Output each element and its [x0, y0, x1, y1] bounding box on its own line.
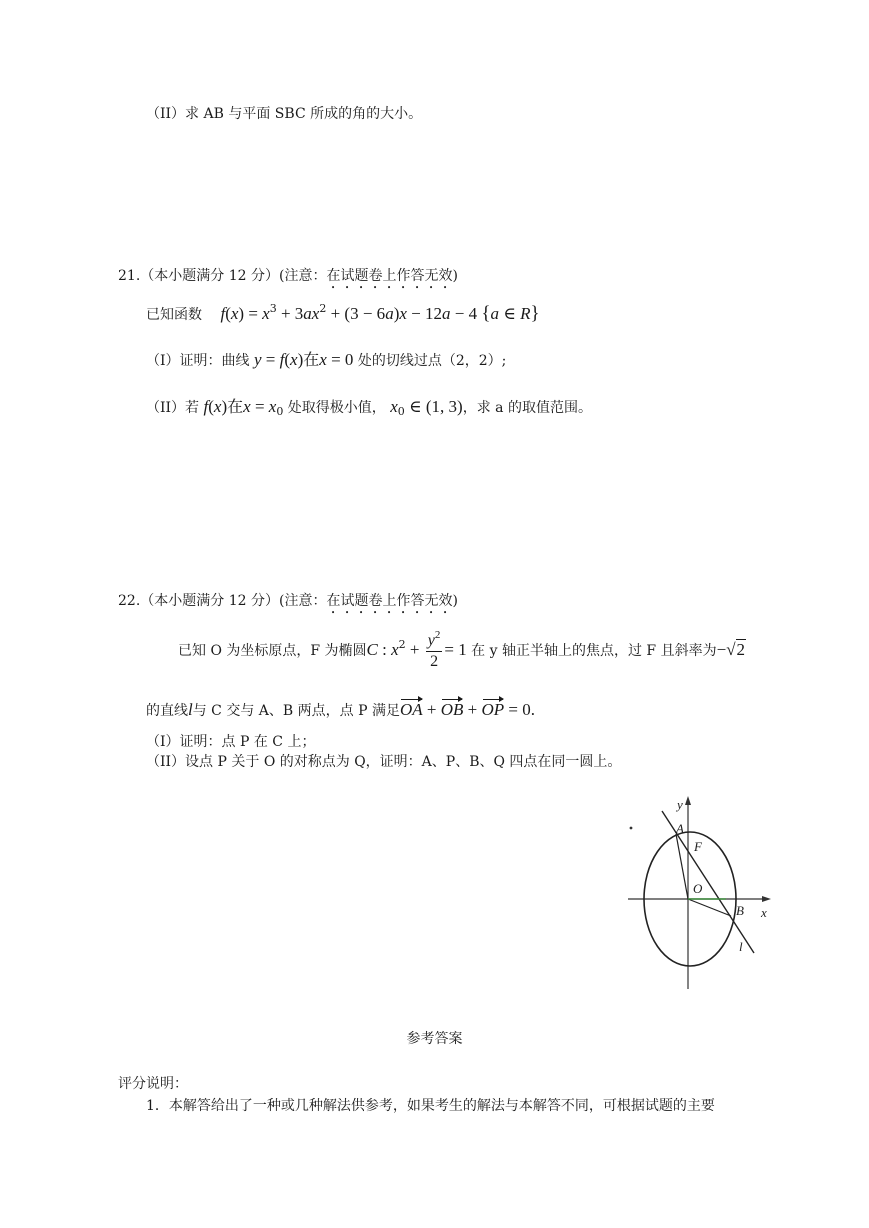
q22-part2: （II）设点 P 关于 O 的对称点为 Q，证明：A、P、B、Q 四点在同一圆上。: [146, 754, 622, 770]
q22-header: [118, 591, 458, 617]
label-f: F: [694, 839, 702, 854]
label-a: A: [676, 821, 684, 836]
vector-oa: OA: [399, 700, 423, 719]
q22-figure: [618, 793, 778, 993]
y-axis: [685, 796, 691, 989]
q22-intro-b: 在 y 轴正半轴上的焦点，过 F 且斜率为: [471, 643, 717, 659]
q21-header-text: 21.（本小题满分 12 分）(注意：: [118, 268, 327, 284]
q21-part2-suffix: ，求 a 的取值范围。: [462, 400, 592, 416]
label-b: B: [736, 903, 744, 918]
q22-close: ): [452, 593, 458, 609]
q22-intro: 已知 O 为坐标原点，F 为椭圆C : $x^2$ + $\frac{y^2}{2}$ = 1 在 y 轴正半轴上的焦点，过 F 且斜率为−√2: [178, 628, 746, 673]
q20-part2: （II）求 AB 与平面 SBC 所成的角的大小。: [146, 106, 423, 122]
q21-part2: （II）若 f(x)在$x = x_0$ 处取得极小值， $x_0$ ∈ (1, 3)，求 a 的取值范围。: [146, 397, 592, 418]
q22-slope: −√2: [716, 640, 746, 659]
scoring-label: 评分说明：: [118, 1076, 188, 1092]
scoring-item-1: 1．本解答给出了一种或几种解法供参考，如果考生的解法与本解答不同，可根据试题的主要: [146, 1098, 715, 1114]
segment-oa: [676, 834, 688, 899]
vector-op: OP: [481, 700, 505, 719]
q21-close: ): [452, 268, 458, 284]
label-y: y: [677, 797, 683, 812]
label-l: l: [739, 939, 743, 954]
label-o: O: [693, 881, 703, 896]
stray-dot: [630, 827, 633, 830]
label-x: x: [761, 905, 767, 920]
q22-part1: （Ⅰ）证明：点 P 在 C 上；: [146, 734, 316, 750]
q21-part2-mid: 处取得极小值，: [287, 400, 386, 416]
q21-header: [118, 266, 458, 292]
q21-function-formula: f: [220, 304, 226, 323]
q22-intro-a: 已知 O 为坐标原点，F 为椭圆: [178, 643, 367, 659]
q21-part1-suffix: 处的切线过点（2，2）;: [357, 353, 507, 369]
q22-header-text: 22.（本小题满分 12 分）(注意：: [118, 593, 327, 609]
q21-part2-formula: f: [203, 397, 209, 416]
q22-line2: 的直线l与 C 交与 A、B 两点，点 P 满足OA + OB + OP = 0.: [146, 700, 536, 719]
q21-part1-prefix: （I）证明：曲线: [146, 353, 250, 369]
q21-note: 在试题卷上作答无效: [326, 268, 453, 284]
q21-x0-range: x: [390, 397, 398, 416]
q22-ellipse-formula: C: [366, 640, 378, 659]
q21-part1: （I）证明：曲线 y = f(x)在x = 0 处的切线过点（2，2）;: [146, 350, 507, 369]
answers-title: 参考答案: [406, 1031, 463, 1047]
q22-note: 在试题卷上作答无效: [326, 593, 453, 609]
q21-given: 已知函数 $f(x) = x^3 + 3ax^2 + (3 - 6a)x - 12a - 4$ {a ∈ R}: [146, 302, 540, 324]
q21-part2-prefix: （II）若: [146, 400, 200, 416]
vector-ob: OB: [440, 700, 464, 719]
q21-given-label: 已知函数: [146, 307, 202, 323]
q22-line2-a: 的直线: [146, 703, 188, 719]
q22-line2-b: 与 C 交与 A、B 两点，点 P 满足: [192, 703, 400, 719]
q21-part1-formula: y: [253, 350, 262, 369]
